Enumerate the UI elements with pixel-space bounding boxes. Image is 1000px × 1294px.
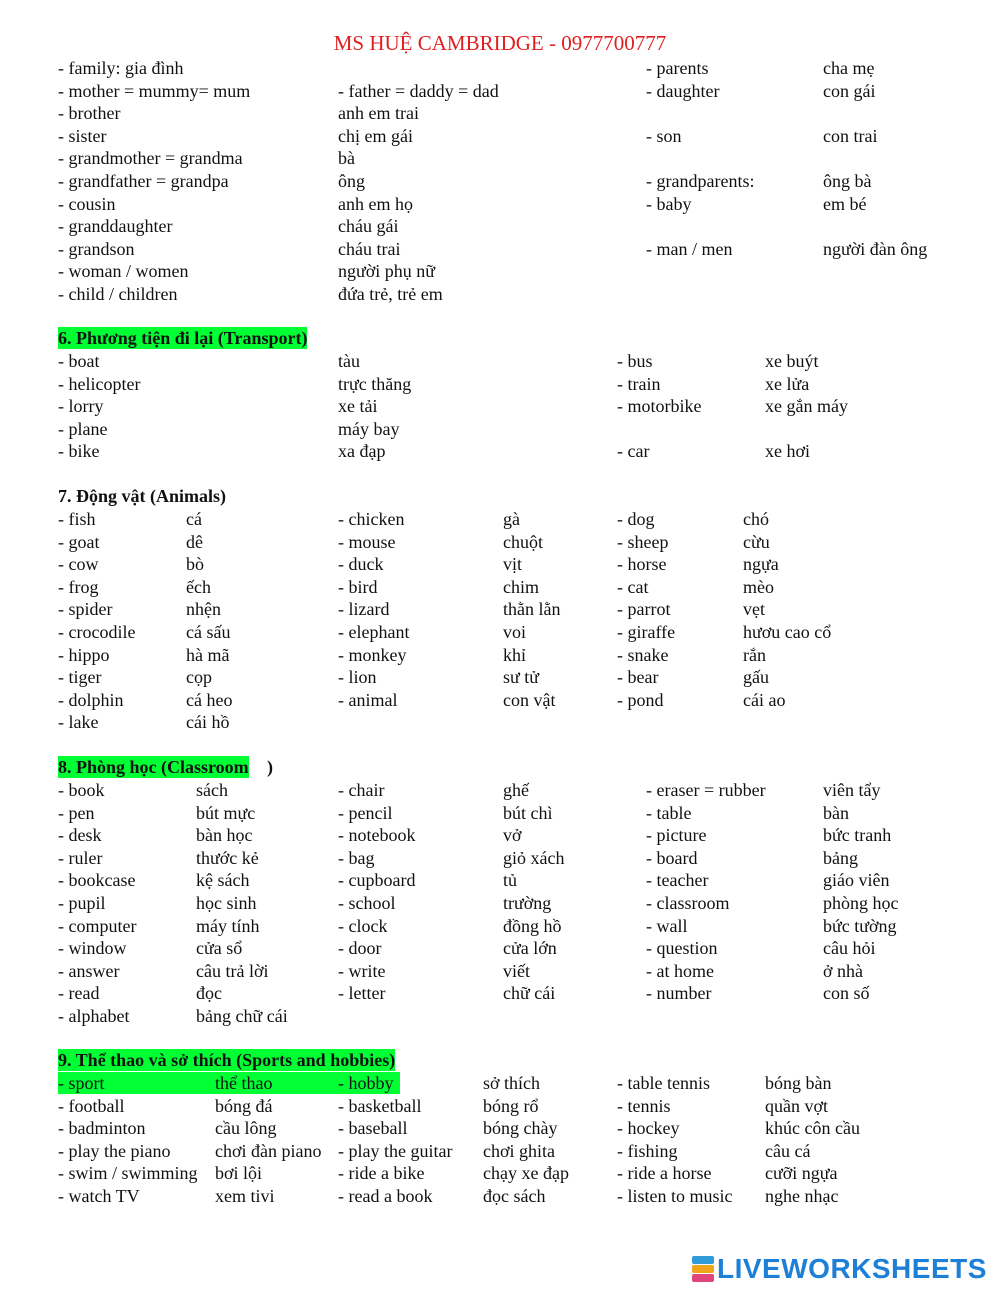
classroom-word: - book bbox=[58, 780, 105, 800]
animal-word: cọp bbox=[186, 667, 212, 688]
sports-word: bóng đá bbox=[215, 1095, 273, 1116]
animal-word: khỉ bbox=[503, 644, 527, 665]
classroom-word: - computer bbox=[58, 915, 137, 936]
family-word: - cousin bbox=[58, 193, 116, 214]
transport-word: - train bbox=[617, 373, 661, 394]
classroom-word: - eraser = rubber bbox=[646, 780, 766, 800]
classroom-word: - pen bbox=[58, 802, 95, 823]
transport-word: xe tải bbox=[338, 396, 378, 417]
classroom-word: cửa sổ bbox=[196, 938, 243, 959]
animal-word: - lion bbox=[338, 667, 377, 688]
transport-word: tàu bbox=[338, 351, 360, 371]
classroom-word: ghế bbox=[503, 780, 529, 800]
classroom-word: bảng bbox=[823, 847, 858, 868]
animal-word: rắn bbox=[743, 644, 766, 665]
classroom-word: ở nhà bbox=[823, 960, 864, 981]
animal-word: ếch bbox=[186, 576, 211, 597]
transport-word: xe buýt bbox=[765, 351, 819, 371]
sports-word: đọc sách bbox=[483, 1186, 546, 1206]
page-title: MS HUỆ CAMBRIDGE - 0977700777 bbox=[333, 31, 667, 55]
family-word: - woman / women bbox=[58, 261, 189, 282]
family-word: - baby bbox=[646, 193, 692, 214]
sports-word: - swim / swimming bbox=[58, 1163, 198, 1184]
classroom-word: - pupil bbox=[58, 893, 106, 913]
family-word: anh em họ bbox=[338, 193, 413, 214]
animal-word: voi bbox=[503, 622, 527, 642]
animal-word: bò bbox=[186, 554, 204, 575]
family-word: anh em trai bbox=[338, 103, 419, 124]
family-word: em bé bbox=[823, 193, 867, 214]
section-heading-animals: 7. Động vật (Animals) bbox=[58, 486, 227, 506]
classroom-word: bảng chữ cái bbox=[196, 1006, 288, 1026]
family-word: - grandfather = grandpa bbox=[58, 171, 229, 191]
animal-word: - frog bbox=[58, 576, 99, 597]
sports-word: sở thích bbox=[483, 1073, 541, 1093]
animal-word: - tiger bbox=[58, 667, 102, 688]
classroom-word: - notebook bbox=[338, 825, 416, 846]
family-word: - parents bbox=[646, 58, 709, 78]
family-word: - son bbox=[646, 125, 682, 146]
family-word: - family: gia đình bbox=[58, 58, 184, 78]
family-word: bà bbox=[338, 148, 355, 169]
animal-word: thằn lằn bbox=[503, 599, 561, 620]
animal-word: - cat bbox=[617, 576, 649, 597]
animal-word: - hippo bbox=[58, 644, 110, 665]
animal-word: - bird bbox=[338, 576, 378, 597]
family-word: cháu trai bbox=[338, 238, 401, 259]
animal-word: vẹt bbox=[743, 599, 765, 620]
animal-word: - snake bbox=[617, 644, 669, 665]
animal-word: chó bbox=[743, 509, 769, 529]
sports-word: thể thao bbox=[215, 1073, 273, 1093]
classroom-word: bức tranh bbox=[823, 825, 892, 846]
sports-word: quần vợt bbox=[765, 1095, 829, 1116]
classroom-word: viên tẩy bbox=[823, 780, 881, 800]
animal-word: - spider bbox=[58, 599, 113, 620]
transport-word: xe lửa bbox=[765, 373, 810, 394]
animal-word: - lake bbox=[58, 712, 99, 733]
animal-word: - crocodile bbox=[58, 622, 136, 642]
sports-word: chạy xe đạp bbox=[483, 1163, 569, 1184]
animal-word: cá heo bbox=[186, 689, 233, 710]
transport-word: - plane bbox=[58, 418, 108, 439]
classroom-word: đọc bbox=[196, 983, 222, 1004]
classroom-word: vở bbox=[503, 825, 522, 846]
sports-word: - play the guitar bbox=[338, 1140, 453, 1161]
classroom-word: - question bbox=[646, 938, 718, 959]
sports-word: câu cá bbox=[765, 1140, 811, 1161]
family-word: - daughter bbox=[646, 80, 720, 101]
family-word: chị em gái bbox=[338, 125, 413, 146]
classroom-word: - ruler bbox=[58, 847, 103, 868]
animal-word: nhện bbox=[186, 599, 221, 620]
animal-word: hà mã bbox=[186, 644, 230, 665]
animal-word: cái ao bbox=[743, 689, 786, 710]
animal-word: vịt bbox=[503, 554, 523, 575]
classroom-word: cửa lớn bbox=[503, 938, 557, 959]
sports-word: khúc côn cầu bbox=[765, 1118, 860, 1139]
classroom-word: - window bbox=[58, 938, 127, 959]
sports-word: bóng chày bbox=[483, 1118, 558, 1139]
animal-word: - elephant bbox=[338, 622, 410, 642]
classroom-word: - at home bbox=[646, 960, 714, 981]
animal-word: - goat bbox=[58, 531, 100, 552]
classroom-word: thước kẻ bbox=[196, 847, 259, 868]
classroom-word: sách bbox=[196, 780, 228, 800]
animal-word: chuột bbox=[503, 531, 543, 552]
classroom-word: câu hỏi bbox=[823, 938, 876, 959]
animal-word: dê bbox=[186, 531, 203, 552]
sports-word: chơi đàn piano bbox=[215, 1140, 322, 1161]
classroom-word: - bookcase bbox=[58, 870, 136, 891]
classroom-word: - alphabet bbox=[58, 1006, 130, 1026]
animal-word: - monkey bbox=[338, 644, 407, 665]
animal-word: mèo bbox=[743, 576, 774, 597]
sports-word: bóng rổ bbox=[483, 1095, 539, 1116]
animal-word: con vật bbox=[503, 689, 556, 710]
transport-word: - motorbike bbox=[617, 396, 702, 417]
animal-word: - duck bbox=[338, 554, 384, 575]
sports-word: - play the piano bbox=[58, 1140, 171, 1161]
classroom-word: bàn học bbox=[196, 825, 253, 846]
family-word: con gái bbox=[823, 80, 876, 101]
family-word: ông bbox=[338, 171, 365, 191]
classroom-word: - desk bbox=[58, 825, 102, 846]
classroom-word: bức tường bbox=[823, 915, 897, 936]
family-word: đứa trẻ, trẻ em bbox=[338, 284, 443, 304]
logo-text: LIVEWORKSHEETS bbox=[717, 1253, 987, 1284]
classroom-word: - clock bbox=[338, 915, 388, 936]
animal-word: gấu bbox=[743, 667, 769, 688]
family-word: con trai bbox=[823, 125, 878, 146]
family-word: - grandparents: bbox=[646, 171, 755, 191]
sports-word: - hockey bbox=[617, 1118, 680, 1139]
family-word: cha mẹ bbox=[823, 58, 875, 78]
sports-word: bóng bàn bbox=[765, 1073, 832, 1093]
transport-word: máy bay bbox=[338, 418, 400, 439]
sports-word: - baseball bbox=[338, 1118, 408, 1139]
sports-word: cưỡi ngựa bbox=[765, 1163, 838, 1184]
liveworksheets-logo-icon bbox=[692, 1256, 714, 1282]
animal-word: ngựa bbox=[743, 554, 779, 575]
family-word: - man / men bbox=[646, 238, 733, 259]
section-heading-classroom-tail: ) bbox=[267, 757, 273, 777]
sports-word: - sport bbox=[58, 1073, 105, 1093]
classroom-word: - pencil bbox=[338, 802, 393, 823]
family-word: - grandson bbox=[58, 238, 135, 259]
classroom-word: - teacher bbox=[646, 870, 709, 891]
sports-word: - fishing bbox=[617, 1140, 678, 1161]
classroom-word: - school bbox=[338, 893, 396, 913]
transport-word: trực thăng bbox=[338, 373, 412, 394]
animal-word: - bear bbox=[617, 667, 659, 688]
animal-word: - animal bbox=[338, 689, 398, 710]
classroom-word: phòng học bbox=[823, 893, 899, 913]
family-word: - granddaughter bbox=[58, 216, 173, 237]
family-word: ông bà bbox=[823, 171, 872, 191]
animal-word: - fish bbox=[58, 509, 96, 529]
classroom-word: - wall bbox=[646, 915, 688, 936]
transport-word: - bike bbox=[58, 441, 100, 462]
classroom-word: - number bbox=[646, 983, 712, 1004]
animal-word: sư tử bbox=[503, 667, 540, 688]
animal-word: - chicken bbox=[338, 509, 405, 529]
family-word: - sister bbox=[58, 125, 107, 146]
classroom-word: trường bbox=[503, 893, 552, 913]
family-word: cháu gái bbox=[338, 216, 399, 237]
sports-word: - tennis bbox=[617, 1095, 671, 1116]
sports-word: - listen to music bbox=[617, 1186, 733, 1206]
animal-word: - mouse bbox=[338, 531, 396, 552]
animal-word: hươu cao cổ bbox=[743, 622, 832, 642]
sports-word: bơi lội bbox=[215, 1163, 263, 1184]
classroom-word: - board bbox=[646, 847, 698, 868]
animal-word: - giraffe bbox=[617, 622, 676, 642]
sports-word: - football bbox=[58, 1095, 125, 1116]
transport-word: - car bbox=[617, 441, 650, 462]
animal-word: - lizard bbox=[338, 599, 390, 620]
section-heading-classroom: 8. Phòng học (Classroom bbox=[58, 757, 249, 777]
family-word: - brother bbox=[58, 103, 121, 124]
classroom-word: - chair bbox=[338, 780, 385, 800]
animal-word: - dog bbox=[617, 509, 655, 529]
transport-word: - helicopter bbox=[58, 373, 141, 394]
animal-word: cá sấu bbox=[186, 622, 231, 642]
sports-word: - watch TV bbox=[58, 1186, 140, 1206]
animal-word: - cow bbox=[58, 554, 99, 575]
transport-word: - lorry bbox=[58, 396, 104, 417]
animal-word: chim bbox=[503, 576, 539, 597]
classroom-word: - bag bbox=[338, 847, 375, 868]
classroom-word: máy tính bbox=[196, 915, 260, 936]
sports-word: xem tivi bbox=[215, 1186, 275, 1206]
classroom-word: đồng hồ bbox=[503, 915, 562, 936]
classroom-word: chữ cái bbox=[503, 983, 556, 1004]
classroom-word: viết bbox=[503, 960, 530, 981]
classroom-word: - classroom bbox=[646, 893, 730, 913]
classroom-word: - cupboard bbox=[338, 870, 416, 891]
animal-word: - horse bbox=[617, 554, 667, 575]
animal-word: - dolphin bbox=[58, 689, 124, 710]
family-word: - child / children bbox=[58, 284, 178, 304]
classroom-word: bút chì bbox=[503, 802, 553, 823]
sports-word: cầu lông bbox=[215, 1118, 277, 1139]
sports-word: - table tennis bbox=[617, 1073, 710, 1093]
family-word: người đàn ông bbox=[823, 238, 928, 259]
classroom-word: - read bbox=[58, 983, 100, 1004]
classroom-word: giỏ xách bbox=[503, 847, 565, 868]
family-word: người phụ nữ bbox=[338, 261, 436, 282]
animal-word: cái hồ bbox=[186, 712, 230, 733]
liveworksheets-logo[interactable] bbox=[692, 1253, 987, 1285]
sports-word: chơi ghita bbox=[483, 1140, 555, 1161]
transport-word: xa đạp bbox=[338, 441, 386, 462]
section-heading-sports: 9. Thể thao và sở thích (Sports and hobbies) bbox=[58, 1050, 396, 1070]
classroom-word: tủ bbox=[503, 870, 518, 891]
sports-word: - hobby bbox=[338, 1073, 394, 1093]
classroom-word: bàn bbox=[823, 802, 849, 823]
transport-word: - boat bbox=[58, 351, 100, 371]
family-word: - mother = mummy= mum bbox=[58, 80, 251, 101]
sports-word: - basketball bbox=[338, 1095, 422, 1116]
classroom-word: bút mực bbox=[196, 802, 256, 823]
family-word: - grandmother = grandma bbox=[58, 148, 243, 169]
transport-word: xe gắn máy bbox=[765, 396, 848, 417]
classroom-word: con số bbox=[823, 983, 870, 1004]
animal-word: cá bbox=[186, 509, 202, 529]
animal-word: - sheep bbox=[617, 531, 669, 552]
transport-word: - bus bbox=[617, 351, 653, 371]
classroom-word: - write bbox=[338, 960, 386, 981]
classroom-word: - letter bbox=[338, 983, 386, 1004]
section-heading-transport: 6. Phương tiện đi lại (Transport) bbox=[58, 328, 308, 348]
classroom-word: giáo viên bbox=[823, 870, 890, 891]
sports-word: - ride a horse bbox=[617, 1163, 712, 1184]
classroom-word: - picture bbox=[646, 825, 707, 846]
classroom-word: - answer bbox=[58, 960, 120, 981]
family-word: - father = daddy = dad bbox=[338, 80, 499, 101]
classroom-word: câu trả lời bbox=[196, 960, 269, 981]
classroom-word: - table bbox=[646, 802, 692, 823]
classroom-word: học sinh bbox=[196, 893, 257, 913]
sports-word: - ride a bike bbox=[338, 1163, 425, 1184]
classroom-word: kệ sách bbox=[196, 870, 250, 891]
animal-word: - pond bbox=[617, 689, 664, 710]
sports-word: - badminton bbox=[58, 1118, 146, 1139]
transport-word: xe hơi bbox=[765, 441, 811, 462]
classroom-word: - door bbox=[338, 938, 382, 959]
animal-word: cừu bbox=[743, 531, 770, 552]
animal-word: - parrot bbox=[617, 599, 671, 620]
sports-word: nghe nhạc bbox=[765, 1186, 839, 1206]
sports-word: - read a book bbox=[338, 1186, 433, 1206]
animal-word: gà bbox=[503, 509, 520, 529]
